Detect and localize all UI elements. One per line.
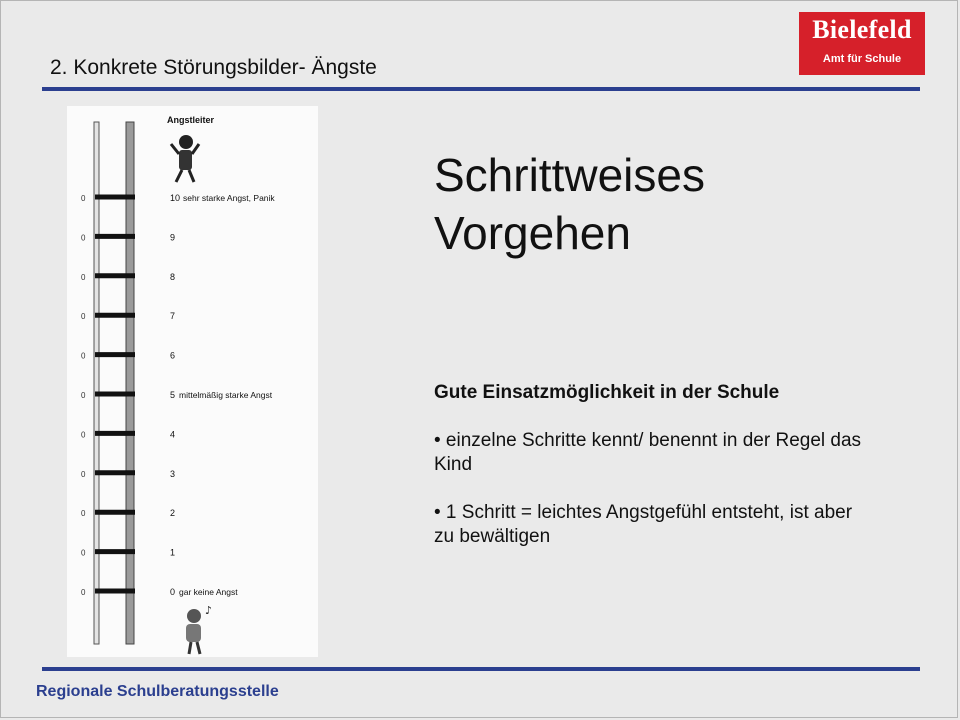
header-divider	[42, 87, 920, 91]
sub-heading: Gute Einsatzmöglichkeit in der Schule	[434, 382, 780, 403]
ladder-right-rail	[126, 122, 134, 644]
level-label: gar keine Angst	[179, 587, 238, 597]
bielefeld-logo	[799, 12, 925, 75]
content-body	[434, 381, 874, 549]
rung-marker: 0	[81, 391, 86, 400]
level-number: 7	[170, 311, 176, 322]
ladder-drawing	[67, 106, 318, 657]
logo-name: Bielefeld	[812, 15, 912, 44]
rung-marker: 0	[81, 588, 86, 597]
ladder-left-rail	[94, 122, 99, 644]
rung-marker: 0	[81, 351, 86, 361]
level-number: 8	[170, 271, 176, 282]
footer-text: Regionale Schulberatungsstelle	[36, 683, 279, 700]
bullet-item: • 1 Schritt = leichtes Angstgefühl entsteht, ist aber zu bewältigen	[434, 502, 853, 547]
ladder-title: Angstleiter	[167, 115, 215, 125]
level-number: 5	[170, 390, 176, 400]
footer-divider	[42, 667, 920, 671]
level-label: sehr starke Angst, Panik	[183, 193, 275, 203]
svg-text:♪: ♪	[205, 604, 213, 617]
heading-line-2: Vorgehen	[434, 207, 631, 259]
section-title: 2. Konkrete Störungsbilder- Ängste	[50, 56, 377, 79]
bullet-item: • einzelne Schritte kennt/ benennt in der Regel das Kind	[434, 430, 862, 475]
level-number: 3	[170, 468, 176, 479]
rung-marker: 0	[81, 233, 86, 243]
rung-marker: 0	[81, 469, 86, 479]
main-heading	[434, 146, 854, 262]
rung-marker: 0	[81, 272, 86, 282]
panic-figure-icon	[171, 135, 199, 182]
angstleiter-image	[67, 106, 318, 657]
level-number: 0	[170, 587, 176, 597]
heading-line-1: Schrittweises	[434, 149, 705, 201]
rung-marker: 0	[81, 194, 86, 203]
level-number: 2	[170, 508, 176, 519]
level-number: 9	[170, 232, 176, 243]
rung-marker: 0	[81, 312, 86, 322]
level-number: 1	[170, 547, 176, 558]
logo-subtitle: Amt für Schule	[822, 53, 902, 65]
rung-marker: 0	[81, 430, 86, 440]
relaxed-figure-icon	[186, 604, 212, 654]
rung-marker: 0	[81, 548, 86, 558]
rung-marker: 0	[81, 509, 86, 519]
level-label: mittelmäßig starke Angst	[179, 390, 273, 400]
level-number: 4	[170, 429, 176, 440]
level-number: 10	[170, 193, 181, 203]
level-number: 6	[170, 350, 176, 361]
